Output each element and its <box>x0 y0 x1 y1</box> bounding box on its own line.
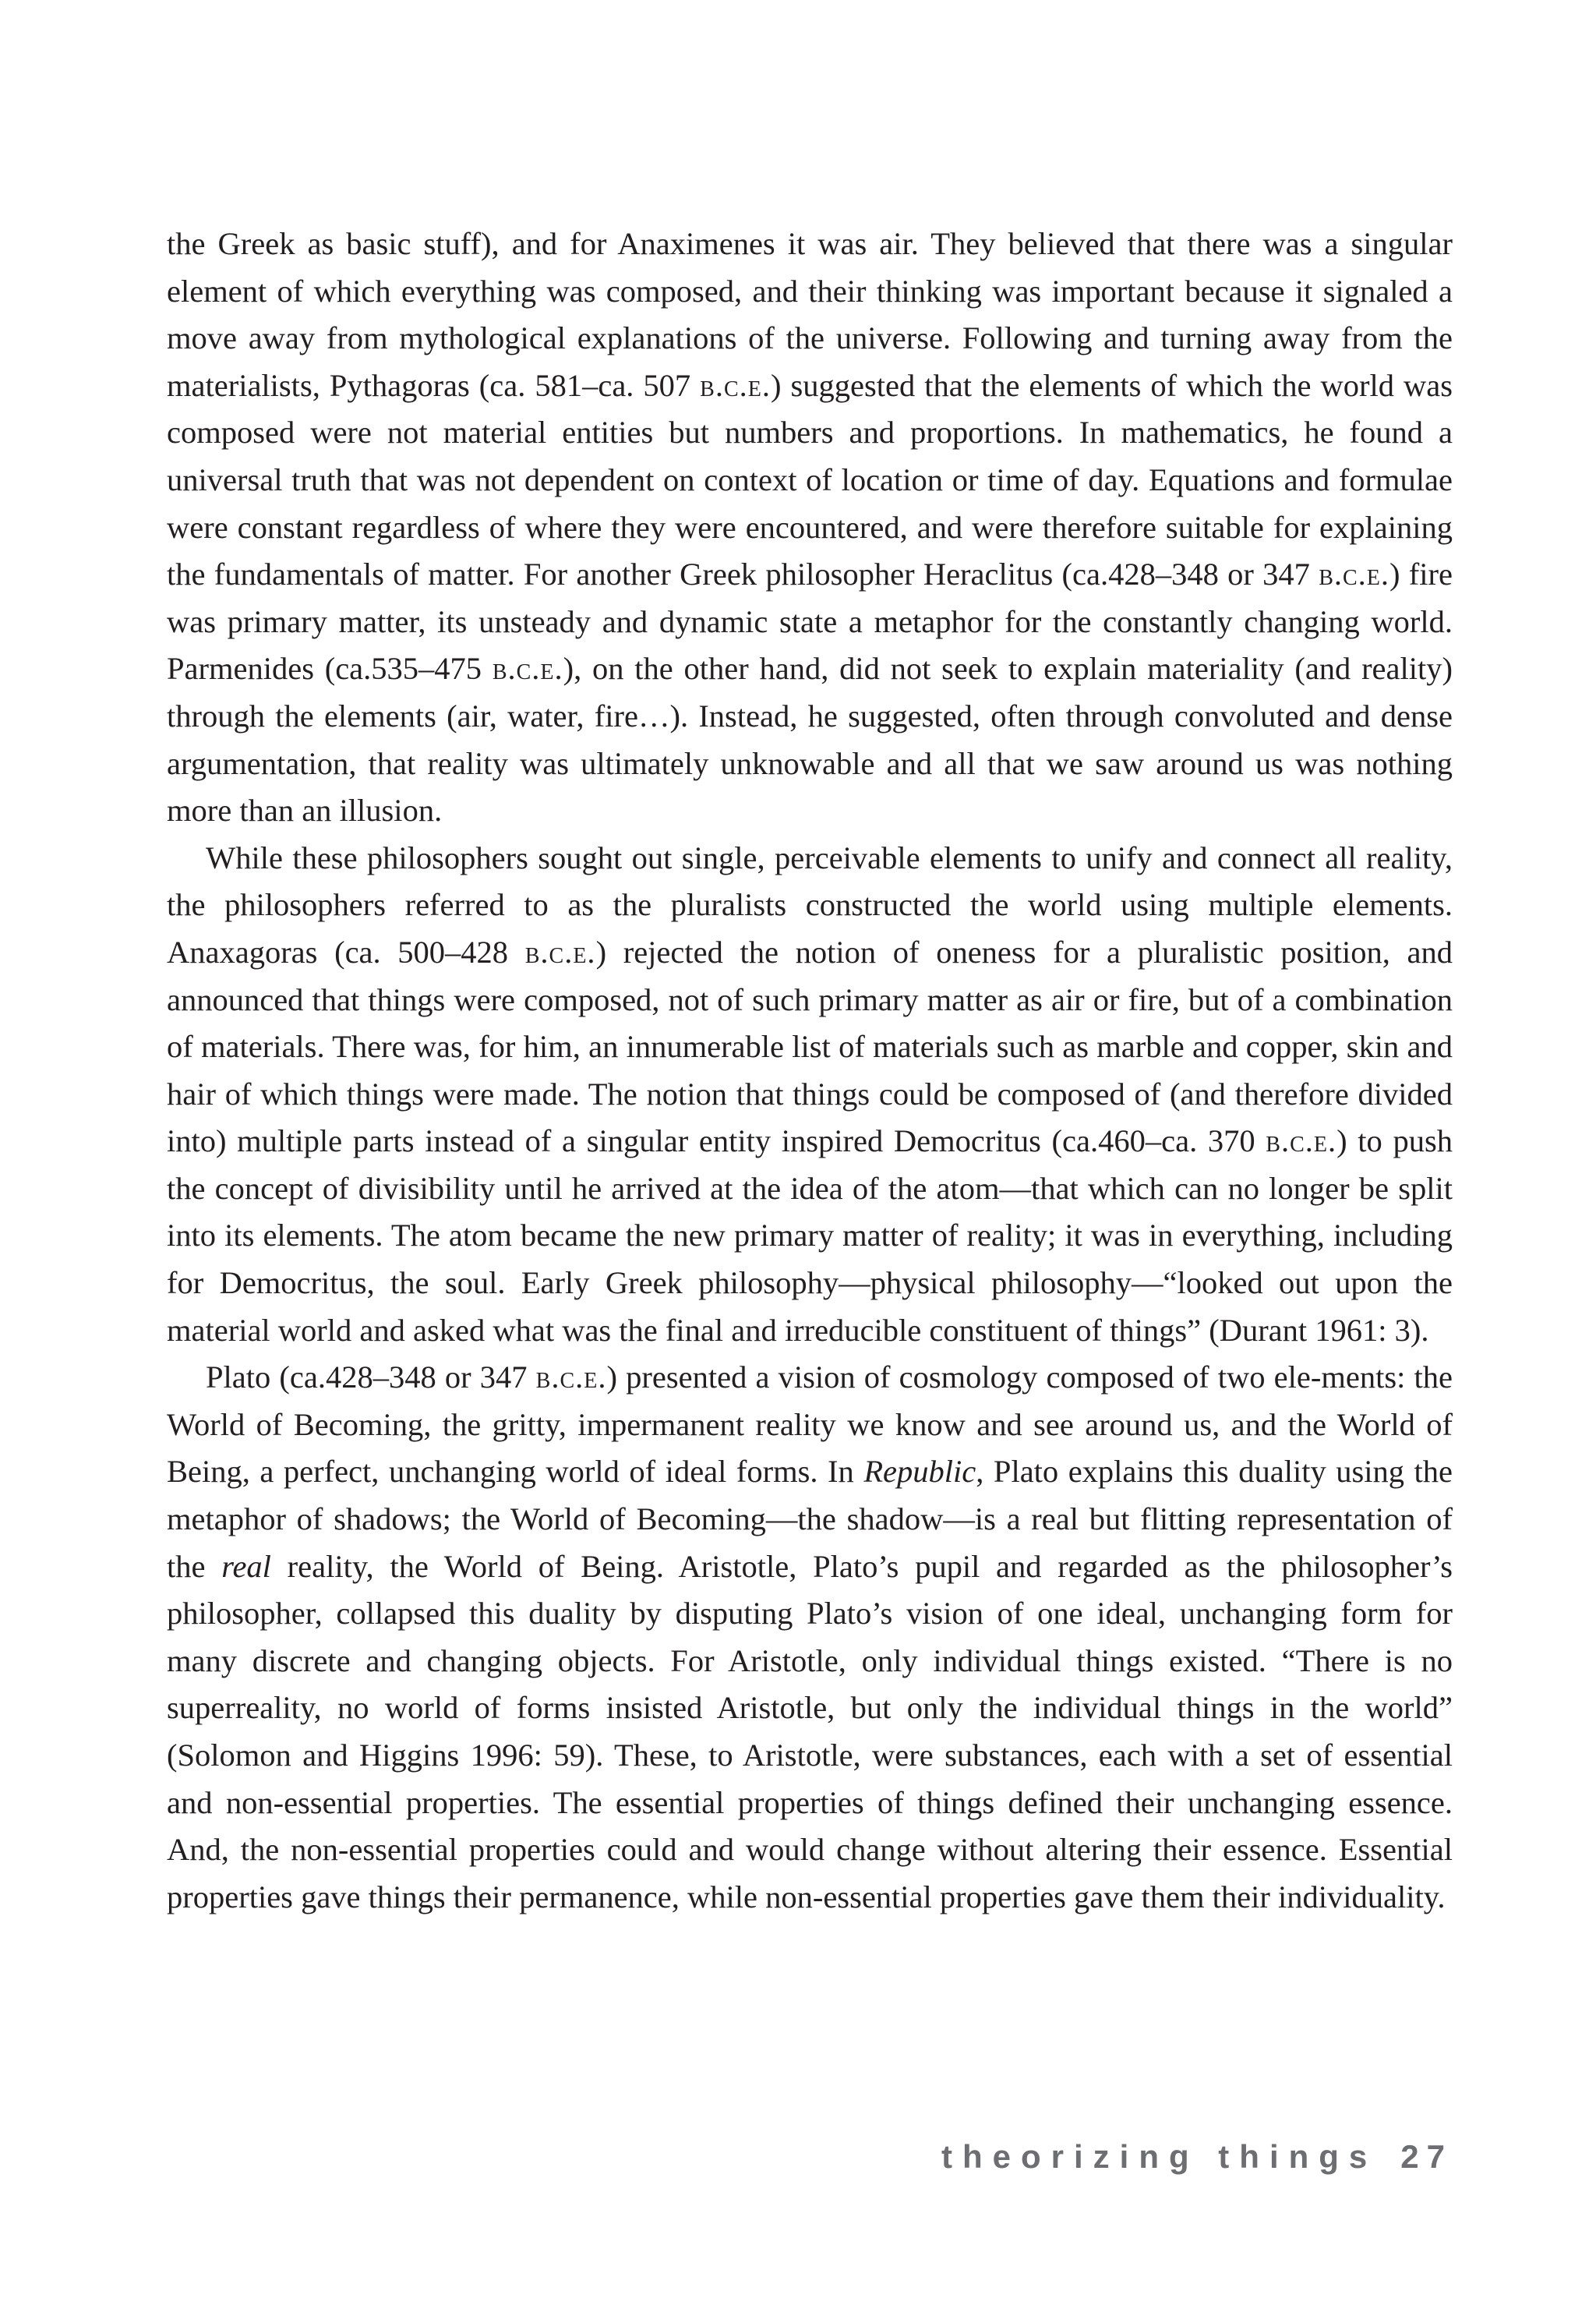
era-abbreviation: b.c.e. <box>492 651 563 687</box>
text-segment: ), on the other hand, did not seek to explain materiality (and reality) through the elements (air, water, fire…). Instead, he suggested, often through convoluted and dense argumentation, that reality was ultimately unknowable and all that we saw around us was nothing more than an illusion. <box>167 651 1453 829</box>
era-abbreviation: b.c.e. <box>1319 557 1390 592</box>
text-segment: ) to push the concept of divisibility until he arrived at the idea of the atom—that which can no longer be split into its elements. The atom became the new primary matter of reality; it was in everything, including for Democritus, the soul. Early Greek philosophy—physical philosophy—“looked out upon the material world and asked what was the final and irreducible constituent of things” (Durant 1961: 3). <box>167 1123 1453 1348</box>
era-abbreviation: b.c.e. <box>700 367 772 403</box>
paragraph-2 <box>167 835 1453 1355</box>
text-segment: While these philosophers sought out single, perceivable elements to unify and connect all reality, the philosophers referred to as the pluralists constructed the world using multiple elements. Anaxagoras (ca. 500–428 <box>167 840 1453 970</box>
emphasis-real: real <box>221 1548 271 1584</box>
paragraph-1 <box>167 221 1453 835</box>
era-abbreviation: b.c.e. <box>524 934 596 970</box>
era-abbreviation: b.c.e. <box>1266 1123 1337 1159</box>
text-segment: ) presented a vision of cosmology composed of two ele-ments: the World of Becoming, the gritty, impermanent reality we know and see around us, and the World of Being, a perfect, unchanging world of ideal forms. In <box>167 1359 1453 1490</box>
page-footer <box>941 2138 1453 2176</box>
era-abbreviation: b.c.e. <box>535 1359 607 1395</box>
text-segment: ) rejected the notion of oneness for a pluralistic position, and announced that things were composed, not of such primary matter as air or fire, but of a combination of materials. There was, for him, an innumerable list of materials such as marble and copper, skin and hair of which things were made. The notion that things could be composed of (and therefore divided into) multiple parts instead of a singular entity inspired Democritus (ca.460–ca. 370 <box>167 934 1453 1159</box>
paragraph-3 <box>167 1354 1453 1921</box>
text-segment: the Greek as basic stuff), and for Anaximenes it was air. They believed that there was a singular element of which everything was composed, and their thinking was important because it signaled a move away from mythological explanations of the universe. Following and turning away from the materialists, Pythagoras (ca. 581–ca. 507 <box>167 226 1453 403</box>
running-head: theorizing things <box>941 2138 1378 2175</box>
page-number: 27 <box>1400 2138 1453 2175</box>
text-segment: ) suggested that the elements of which the world was composed were not material entities but numbers and proportions. In mathematics, he found a universal truth that was not dependent on context of location or time of day. Equations and formulae were constant regardless of where they were encountered, and were therefore suitable for explaining the fundamentals of matter. For another Greek philosopher Heraclitus (ca.428–348 or 347 <box>167 367 1453 592</box>
text-segment: Plato (ca.428–348 or 347 <box>206 1359 536 1395</box>
body-text <box>167 221 1453 1921</box>
text-segment: reality, the World of Being. Aristotle, Plato’s pupil and regarded as the philosopher’s philosopher, collapsed this duality by disputing Plato’s vision of one ideal, unchanging form for many discrete and changing objects. For Aristotle, only individual things existed. “There is no superreality, no world of forms insisted Aristotle, but only the individual things in the world” (Solomon and Higgins 1996: 59). These, to Aristotle, were substances, each with a set of essential and non-essential properties. The essential properties of things defined their unchanging essence. And, the non-essential properties could and would change without altering their essence. Essential properties gave things their permanence, while non-essential properties gave them their individuality. <box>167 1548 1453 1914</box>
text-segment: , Plato explains this duality using the metaphor of shadows; the World of Becoming—the shadow—is a real but flitting representation of the <box>167 1454 1453 1584</box>
book-title-republic: Republic <box>863 1454 976 1490</box>
text-segment: ) fire was primary matter, its unsteady and dynamic state a metaphor for the constantly changing world. Parmenides (ca.535–475 <box>167 557 1453 687</box>
